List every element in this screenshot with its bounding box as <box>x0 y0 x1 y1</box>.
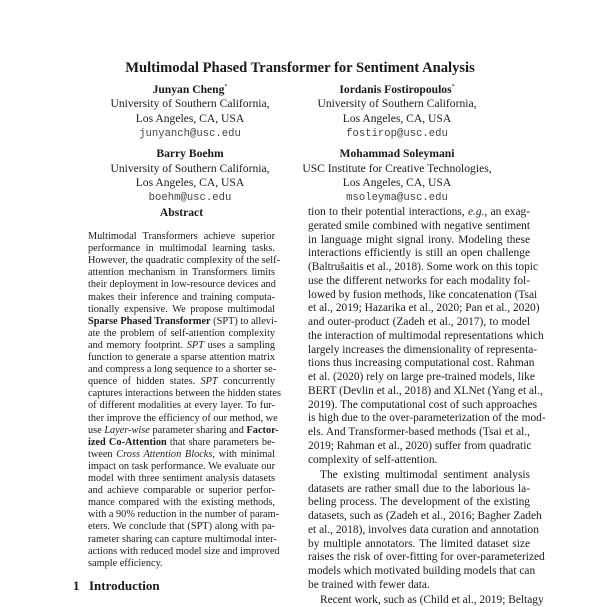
text-span: , an exag- <box>484 206 530 218</box>
text-line <box>308 260 538 274</box>
text-span: tions thus increasing computational cost. Rahman <box>308 357 535 370</box>
section-title: Introduction <box>89 578 160 593</box>
text-line <box>308 482 530 496</box>
text-span: attention mechanism in Transformers limits <box>88 267 275 279</box>
text-span: complexity of self-attention. <box>308 453 438 466</box>
text-line <box>308 233 530 247</box>
text-span: parameter sharing and <box>149 424 247 436</box>
text-line <box>308 219 530 233</box>
text-span: of different modalities at every layer. To fur- <box>88 400 275 412</box>
author-location: Los Angeles, CA, USA <box>342 176 452 190</box>
text-line <box>88 545 280 558</box>
text-span: els. And Transformer-based methods (Tsai et al., <box>308 426 530 438</box>
text-span: tionally expensive. We propose multimodal <box>88 303 275 315</box>
text-span: rameter sharing can capture multimodal inter- <box>88 533 277 545</box>
text-span: gerated smile combined with negative sentiment <box>308 219 530 232</box>
text-span: makes their inference and training computa- <box>88 291 275 303</box>
text-span: and compress a long sequence to a shorter se- <box>88 364 277 376</box>
text-span: et al., 2018), involves data curation and annotation <box>308 523 539 536</box>
text-span: the interaction of multimodal representations which <box>308 329 544 342</box>
text-span: (Baltrušaitis et al., 2018). Some work on this topic <box>308 261 538 273</box>
text-span: quence of hidden states. <box>88 376 201 388</box>
author-affiliation: University of Southern California, <box>110 97 270 111</box>
italic-text: SPT <box>186 339 204 351</box>
author-location: Los Angeles, CA, USA <box>342 112 452 126</box>
text-span: be trained with fewer data. <box>308 578 430 591</box>
text-span: et al., 2019; Hazarika et al., 2020; Pan et al., 2020) <box>308 302 540 315</box>
text-span: with a 90% reduction in the number of param- <box>88 509 280 521</box>
equal-contribution-mark: * <box>224 84 228 90</box>
section-number: 1 <box>73 578 80 593</box>
text-line <box>88 412 278 425</box>
text-line <box>88 508 280 521</box>
text-span: and memory footprint. <box>88 339 187 351</box>
text-line <box>88 460 275 473</box>
author-email[interactable]: fostirop@usc.edu <box>346 127 448 140</box>
text-line <box>88 375 275 388</box>
italic-text: Cross Attention Blocks <box>116 448 213 460</box>
text-span: BERT (Devlin et al., 2018) and XLNet (Yang et al., <box>308 384 543 397</box>
text-line <box>308 411 546 425</box>
text-span: by multiple annotators. The limited dataset size <box>308 537 530 550</box>
text-line <box>88 472 275 485</box>
text-span: 2019). The computational cost of such approaches <box>308 398 538 411</box>
text-line <box>320 468 530 482</box>
text-span: interactions efficiently is still an open challenge <box>308 247 530 260</box>
text-line <box>88 242 275 255</box>
author-name: Iordanis Fostiropoulos <box>339 82 452 96</box>
text-span: largely increases the dimensionality of representa- <box>308 343 538 356</box>
author-location: Los Angeles, CA, USA <box>135 112 245 126</box>
text-line <box>88 303 275 316</box>
text-span: tion to their potential interactions, <box>308 206 468 218</box>
author-location: Los Angeles, CA, USA <box>135 176 245 190</box>
italic-text: Layer-wise <box>104 424 150 436</box>
text-span: models which motivated building models that can <box>308 565 536 577</box>
text-span: beling process. The development of the existing <box>308 496 530 509</box>
paper-title: Multimodal Phased Transformer for Sentiment Analysis <box>125 60 475 76</box>
text-span: 2019; Rahman et al., 2020) suffer from quadratic <box>308 439 532 452</box>
text-span: Recent work, such as (Child et al., 2019; Beltagy <box>320 594 544 606</box>
text-span: lowed by fusion methods, like concatenation (Tsai <box>308 288 538 301</box>
text-line <box>88 484 275 497</box>
text-line <box>308 550 545 564</box>
text-span: concurrently <box>217 376 275 388</box>
italic-text: e.g. <box>467 206 485 218</box>
text-line <box>88 363 275 376</box>
text-span: eters. We conclude that (SPT) along with pa- <box>88 521 275 533</box>
text-span: captures interactions between the hidden states <box>88 388 281 400</box>
author-affiliation: University of Southern California, <box>317 97 477 111</box>
bold-text: ized Co-Attention <box>88 436 167 448</box>
bold-text: Sparse Phased Transformer <box>88 315 211 327</box>
text-span: their deployment in low-resource devices and <box>88 279 276 291</box>
text-line <box>308 495 530 509</box>
text-span: that share parameters be- <box>166 436 275 448</box>
text-span: et al. (2020) rely on large pre-trained models, like <box>308 371 535 383</box>
text-line <box>308 453 530 467</box>
text-line <box>308 564 536 578</box>
text-line <box>308 578 530 592</box>
text-line <box>308 315 530 329</box>
text-line <box>88 266 275 279</box>
text-line <box>308 329 544 343</box>
text-line <box>88 315 278 328</box>
italic-text: SPT <box>200 376 218 388</box>
text-line <box>88 278 275 291</box>
author-name: Mohammad Soleymani <box>339 147 455 160</box>
text-span: (SPT) to allevi- <box>210 315 278 327</box>
text-line <box>88 496 275 509</box>
text-span: performance in multimodal learning tasks. <box>88 243 275 255</box>
text-line <box>308 343 538 357</box>
text-span: , with minimal <box>212 448 275 460</box>
text-line <box>308 523 539 537</box>
text-span: function to generate a sparse attention matrix <box>88 352 275 363</box>
equal-contribution-mark: * <box>451 84 455 90</box>
text-span: in language might signal irony. Modeling these <box>308 233 530 246</box>
author-email[interactable]: junyanch@usc.edu <box>139 127 241 140</box>
text-span: is high due to the over-parameterization of the mod- <box>308 412 546 425</box>
text-line <box>88 399 275 412</box>
text-line <box>88 230 275 243</box>
text-line <box>320 593 544 607</box>
text-line <box>308 398 538 412</box>
text-span: impact on task performance. We evaluate our <box>88 460 275 472</box>
text-span: and achieve comparable or superior perfor- <box>88 485 275 497</box>
text-line <box>308 274 530 288</box>
author-block-2 <box>267 80 527 141</box>
text-span: actions with reduced model size and improved <box>88 545 280 557</box>
text-span: sample efficiency. <box>88 557 163 569</box>
author-name: Barry Boehm <box>156 147 224 160</box>
text-line <box>308 288 538 302</box>
text-line <box>308 246 530 260</box>
author-block-4 <box>267 147 527 205</box>
text-line <box>88 448 275 461</box>
text-span: The existing multimodal sentiment analysis <box>320 468 530 481</box>
text-span: Multimodal Transformers achieve superior <box>88 231 275 242</box>
text-line <box>88 339 275 352</box>
text-line <box>88 387 281 400</box>
text-line <box>308 509 542 523</box>
text-span: and outer-product (Zadeh et al., 2017), to model <box>308 316 530 328</box>
text-line <box>88 424 279 437</box>
text-line <box>88 533 275 546</box>
text-line <box>88 436 275 449</box>
author-email[interactable]: msoleyma@usc.edu <box>346 191 448 204</box>
text-line <box>308 537 530 551</box>
text-line <box>308 370 535 384</box>
author-affiliation: University of Southern California, <box>110 161 270 175</box>
text-span: ther improve the efficiency of our method, we <box>88 412 278 424</box>
text-line <box>88 327 275 340</box>
text-span: mance compared with the existing methods, <box>88 497 275 509</box>
text-span: However, the quadratic complexity of the self- <box>88 255 281 267</box>
text-span: datasets, such as (Zadeh et al., 2016; Bagher Zadeh <box>308 510 542 522</box>
text-span: use the different networks for each modality fol- <box>308 274 530 287</box>
bold-text: Factor- <box>246 424 279 436</box>
text-span: ate the problem of self-attention complexity <box>88 327 275 339</box>
text-span: datasets are rather small due to the laborious la- <box>308 482 530 495</box>
text-span: tween <box>88 448 117 460</box>
author-affiliation: USC Institute for Creative Technologies, <box>302 161 492 175</box>
text-line <box>88 254 281 267</box>
text-span: uses a sampling <box>203 339 275 351</box>
text-line <box>88 520 275 533</box>
text-line <box>88 291 275 304</box>
text-line <box>308 356 535 370</box>
text-line <box>308 205 530 219</box>
author-email[interactable]: boehm@usc.edu <box>148 191 232 204</box>
text-line <box>308 301 540 315</box>
text-span: raises the risk of over-fitting for over-parameterized <box>308 551 545 564</box>
author-name: Junyan Cheng <box>152 82 225 96</box>
abstract-heading: Abstract <box>159 206 204 219</box>
text-line <box>88 351 275 364</box>
text-line <box>308 439 530 453</box>
text-span: model with three sentiment analysis datasets <box>88 473 275 484</box>
text-line <box>308 384 543 398</box>
text-line <box>88 557 275 570</box>
text-span: use <box>88 424 105 436</box>
text-line <box>308 425 530 439</box>
